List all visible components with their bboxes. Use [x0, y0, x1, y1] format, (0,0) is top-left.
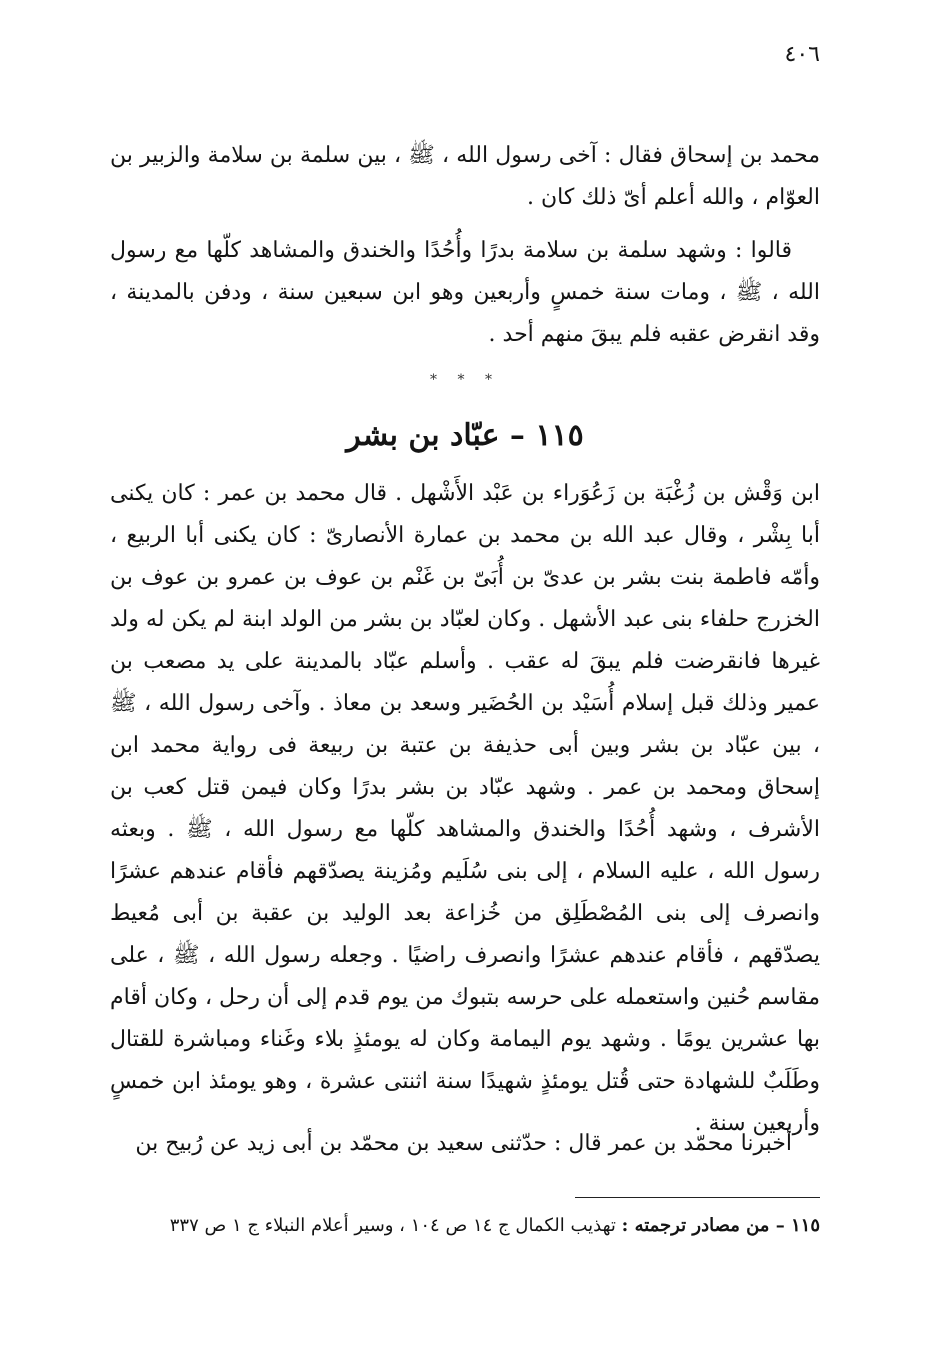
book-page [110, 0, 820, 1346]
paragraph-continuation: محمد بن إسحاق فقال : آخى رسول الله ، ﷺ ، بين سلمة بن سلامة والزبير بن العوّام ، والله أعلم أىّ ذلك كان . [110, 143, 820, 210]
footnote [110, 1208, 820, 1244]
footnote-text: تهذيب الكمال ج ١٤ ص ١٠٤ ، وسير أعلام النبلاء ج ١ ص ٣٣٧ [169, 1215, 616, 1236]
page-number: ٤٠٦ [784, 42, 820, 67]
paragraph-biography: ابن وَقْش بن زُغْبَة بن زَعُوَراء بن عَبْد الأَشْهل . قال محمد بن عمر : كان يكنى أبا بِشْر ، وقال عبد الله بن محمد بن عمارة الأنصارىّ : كان يكنى أبا الربيع ، وأمّه فاطمة بنت بشر بن عدىّ بن أُبَىّ بن غَنْم بن عوف بن عمرو بن عوف بن الخزرج حلفاء بنى عبد الأشهل . وكان لعبّاد بن بشر من الولد ابنة لم يكن له ولد غيرها فانقرضت فلم يبقَ له عقب . وأسلم عبّاد بالمدينة على يد مصعب بن عمير وذلك قبل إسلام أُسَيْد بن الحُضَير وسعد بن معاذ . وآخى رسول الله ، ﷺ ، بين عبّاد بن بشر وبين أبى حذيفة بن عتبة بن ربيعة فى رواية محمد ابن إسحاق ومحمد بن عمر . وشهد عبّاد بن بشر بدرًا وكان فيمن قتل كعب بن الأشرف ، وشهد أُحُدًا والخندق والمشاهد كلّها مع رسول الله ، ﷺ . وبعثه رسول الله ، عليه السلام ، إلى بنى سُلَيم ومُزينة يصدّقهم فأقام عندهم عشرًا وانصرف إلى بنى المُصْطَلِق من خُزاعة بعد الوليد بن عقبة بن أبى مُعيط يصدّقهم ، فأقام عندهم عشرًا وانصرف راضيًا . وجعله رسول الله ، ﷺ ، على مقاسم حُنين واستعمله على حرسه بتبوك من يوم قدم إلى أن رحل ، وكان أقام بها عشرين يومًا . وشهد يوم اليمامة وكان له يومئذٍ بلاء وغَناء ومباشرة للقتال وطَلَبٌ للشهادة حتى قُتل يومئذٍ شهيدًا سنة اثنتى عشرة ، وهو يومئذ ابن خمسٍ وأربعين سنة . [110, 481, 820, 1136]
paragraph-salama: قالوا : وشهد سلمة بن سلامة بدرًا وأُحُدًا والخندق والمشاهد كلّها مع رسول الله ، ﷺ ، ومات سنة خمسٍ وأربعين وهو ابن سبعين سنة ، ودفن بالمدينة ، وقد انقرض عقبه فلم يبقَ منهم أحد . [110, 238, 820, 347]
paragraph-narration: أخبرنا محمّد بن عمر قال : حدّثنى سعيد بن محمّد بن أبى زيد عن رُبيح بن [135, 1131, 792, 1156]
biography-heading: ١١٥ – عبّاد بن بشر [346, 418, 584, 453]
footnote-label: ١١٥ – من مصادر ترجمته : [621, 1215, 820, 1236]
footnote-divider [575, 1197, 820, 1198]
section-separator: * * * [430, 372, 500, 388]
